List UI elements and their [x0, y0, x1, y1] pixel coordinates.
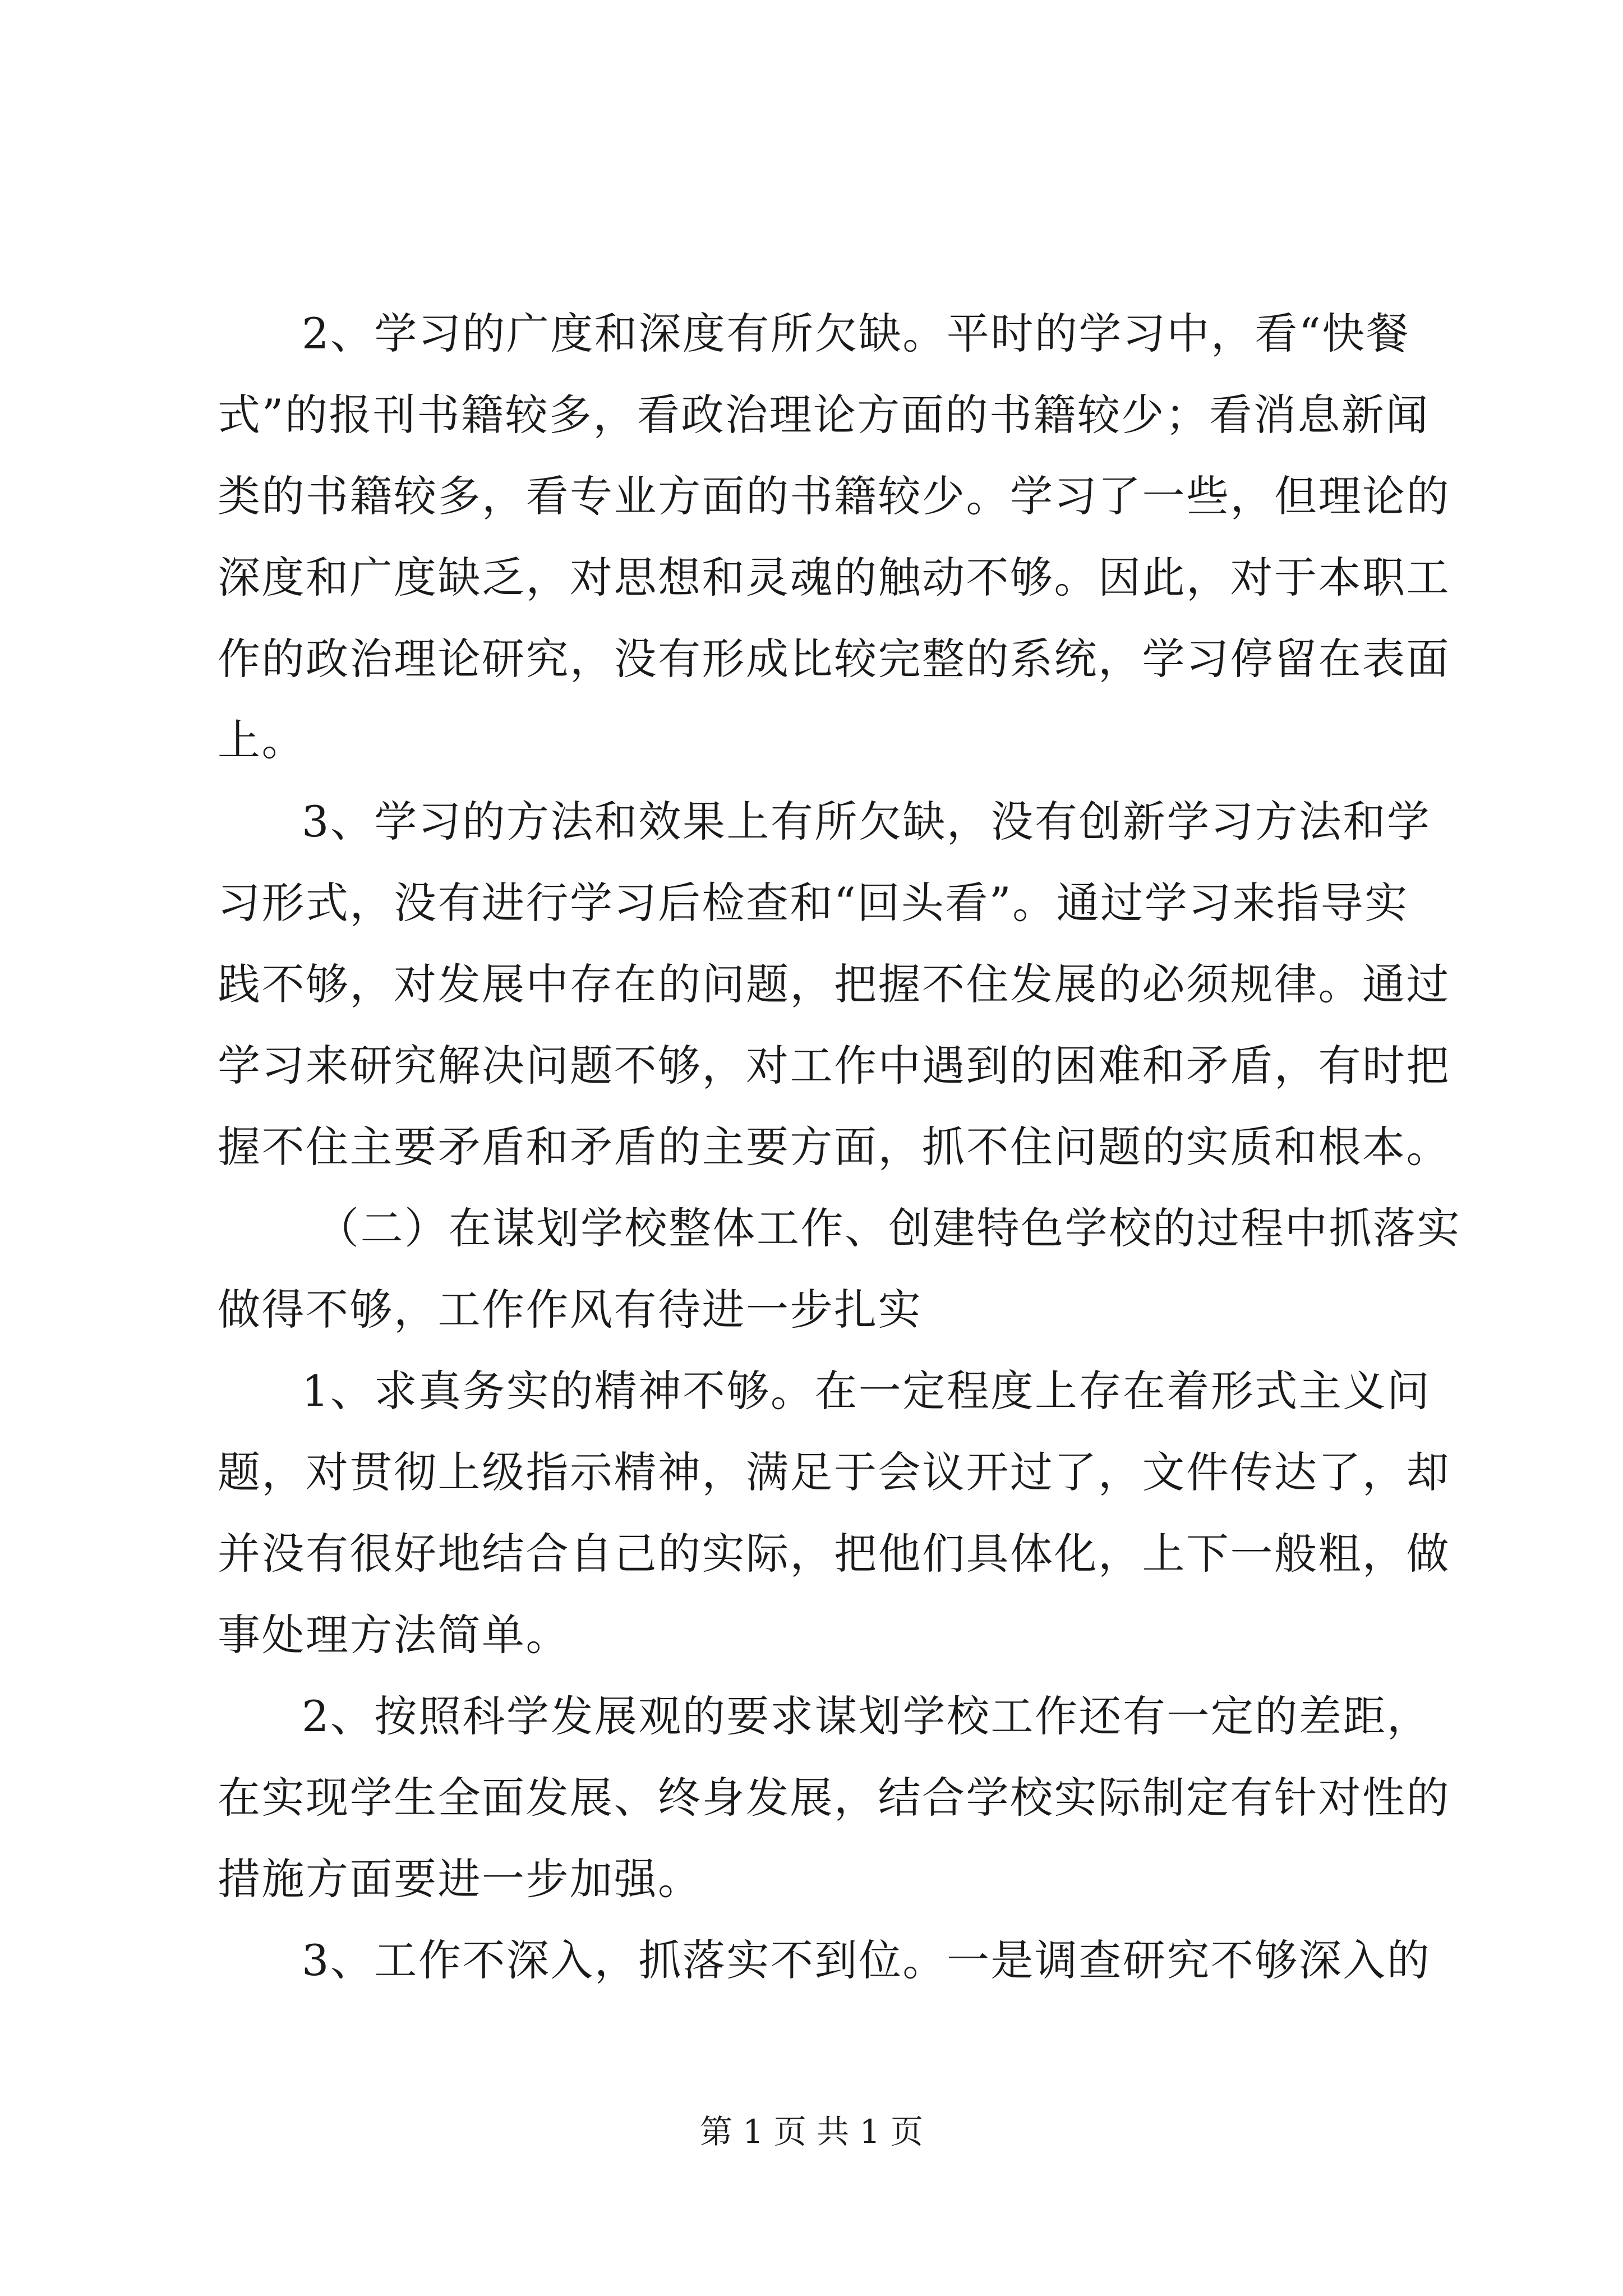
text-line: 类的书籍较多，看专业方面的书籍较少。学习了一些，但理论的 [218, 471, 1450, 521]
text-line: 措施方面要进一步加强。 [218, 1854, 702, 1904]
text-line: 践不够，对发展中存在的问题，把握不住发展的必须规律。通过 [218, 959, 1450, 1009]
text-line: 在实现学生全面发展、终身发展，结合学校实际制定有针对性的 [218, 1773, 1450, 1823]
text-line: 3、工作不深入，抓落实不到位。一是调查研究不够深入的 [302, 1935, 1431, 1985]
text-line: 上。 [218, 715, 306, 765]
text-line: 习形式，没有进行学习后检查和“回头看”。通过学习来指导实 [218, 878, 1409, 928]
text-line: 事处理方法简单。 [218, 1610, 570, 1660]
section-heading: （二）在谋划学校整体工作、创建特色学校的过程中抓落实 [316, 1203, 1461, 1253]
text-line: 2、学习的广度和深度有所欠缺。平时的学习中，看“快餐 [302, 309, 1410, 358]
text-line: 3、学习的方法和效果上有所欠缺，没有创新学习方法和学 [302, 797, 1431, 846]
text-line: 2、按照科学发展观的要求谋划学校工作还有一定的差距， [302, 1691, 1431, 1741]
text-line: 题，对贯彻上级指示精神，满足于会议开过了，文件传达了，却 [218, 1447, 1450, 1497]
text-line: 作的政治理论研究，没有形成比较完整的系统，学习停留在表面 [218, 634, 1450, 684]
text-line: 1、求真务实的精神不够。在一定程度上存在着形式主义问 [302, 1366, 1431, 1416]
page-footer: 第 1 页 共 1 页 [700, 2113, 923, 2151]
text-line: 深度和广度缺乏，对思想和灵魂的触动不够。因此，对于本职工 [218, 553, 1450, 602]
text-line: 并没有很好地结合自己的实际，把他们具体化，上下一般粗，做 [218, 1529, 1450, 1579]
text-line: 握不住主要矛盾和矛盾的主要方面，抓不住问题的实质和根本。 [218, 1122, 1450, 1172]
section-heading-continued: 做得不够，工作作风有待进一步扎实 [218, 1285, 922, 1335]
text-line: 式”的报刊书籍较多，看政治理论方面的书籍较少；看消息新闻 [218, 390, 1430, 440]
text-line: 学习来研究解决问题不够，对工作中遇到的困难和矛盾，有时把 [218, 1041, 1450, 1091]
